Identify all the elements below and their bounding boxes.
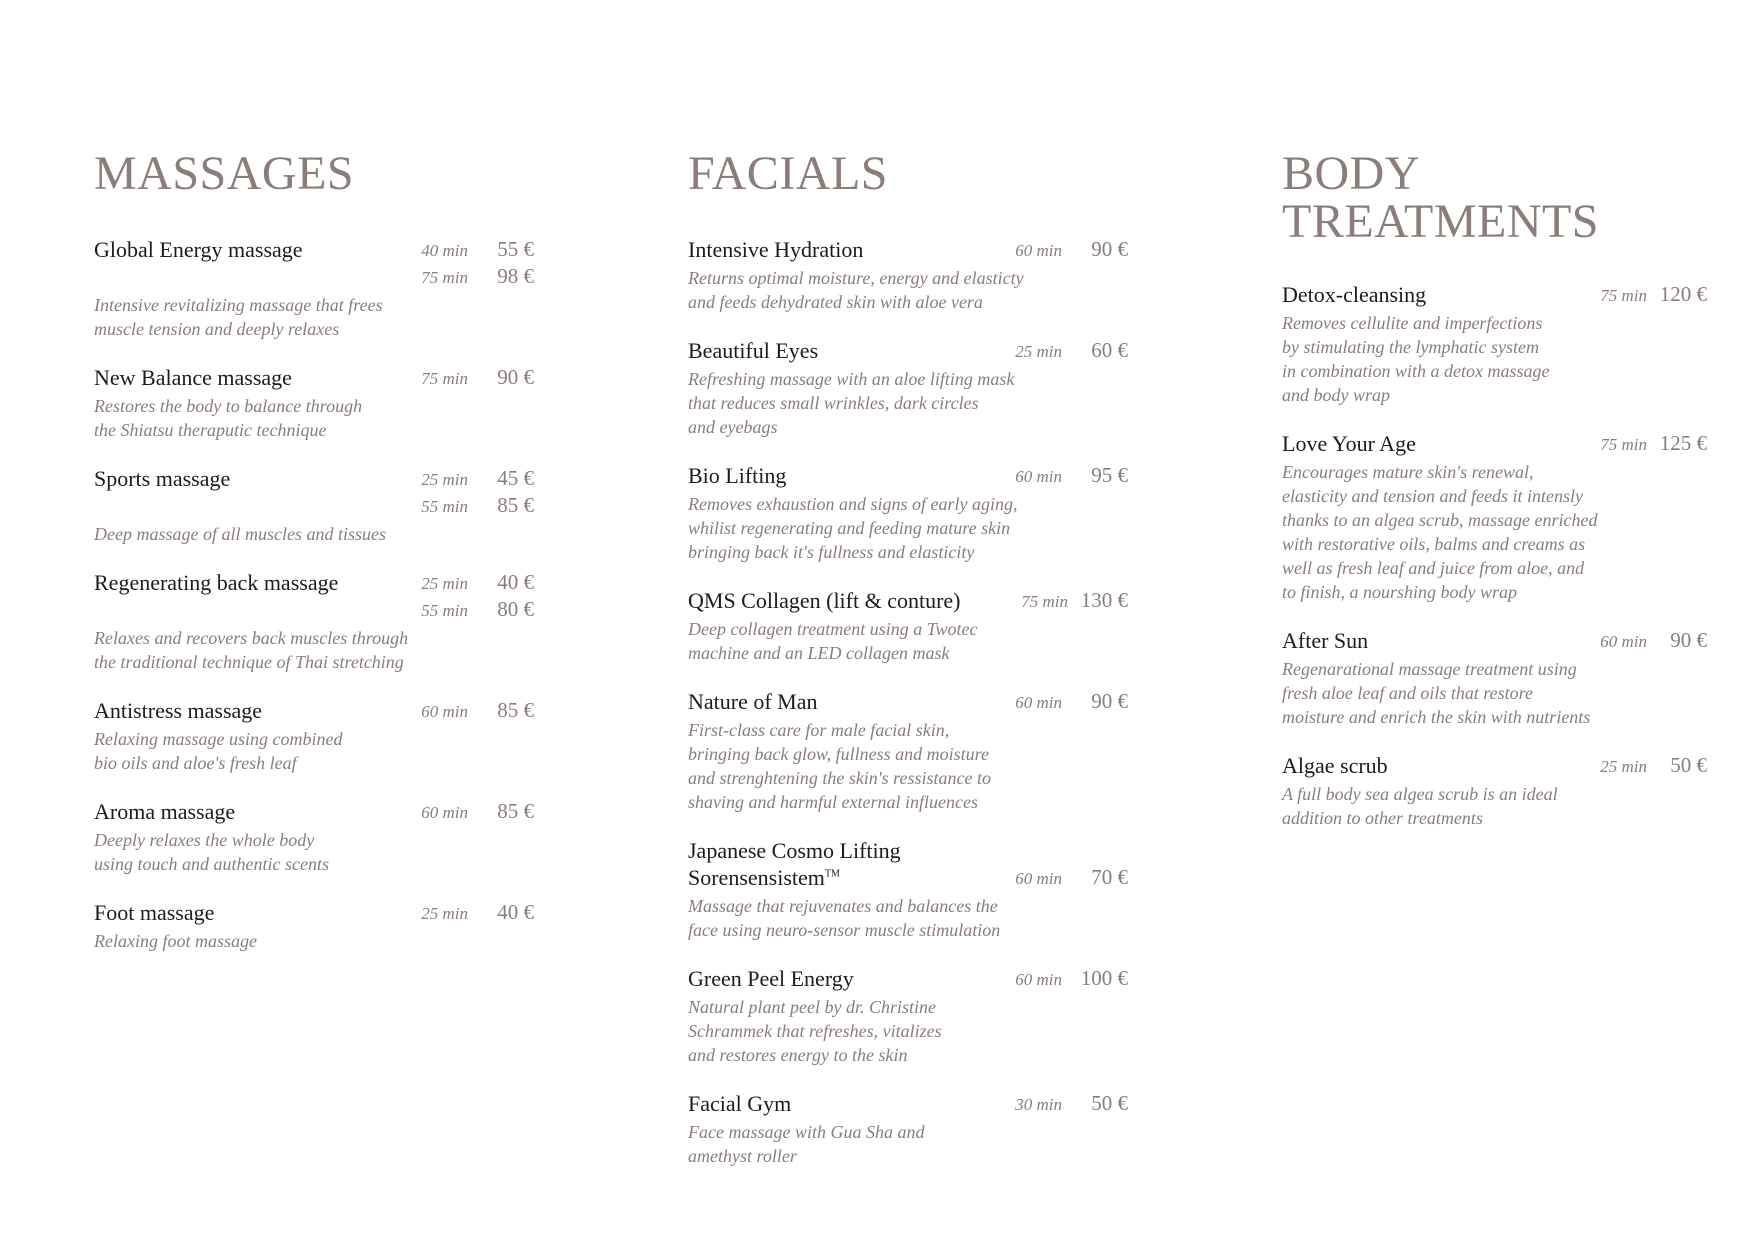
list-item — [688, 1090, 1128, 1168]
duration: 75 min — [421, 369, 468, 388]
duration: 60 min — [1015, 869, 1062, 888]
offer-row — [404, 236, 534, 263]
treatment-description: Returns optimal moisture, energy and elasticty and feeds dehydrated skin with aloe vera — [688, 268, 1024, 312]
offer-row — [998, 1090, 1128, 1117]
price: 70 € — [1091, 865, 1128, 889]
treatment-name: New Balance massage — [94, 365, 292, 390]
offer-row — [998, 337, 1128, 364]
treatment-name: Global Energy massage — [94, 237, 303, 262]
offer-row — [998, 462, 1128, 489]
treatment-description: Natural plant peel by dr. Christine Schrammek that refreshes, vitalizes and restores energy to the skin — [688, 997, 942, 1065]
list-item — [688, 462, 1128, 564]
price: 85 € — [497, 698, 534, 722]
duration: 75 min — [421, 268, 468, 287]
price: 40 € — [497, 900, 534, 924]
list-item — [94, 899, 534, 953]
list-item — [1282, 627, 1707, 729]
duration: 75 min — [1600, 435, 1647, 454]
treatment-name: Bio Lifting — [688, 463, 787, 488]
price: 90 € — [1091, 689, 1128, 713]
offer-row — [404, 364, 534, 391]
treatment-name: Antistress massage — [94, 698, 263, 723]
list-item — [94, 465, 534, 546]
duration: 30 min — [1015, 1095, 1062, 1114]
duration: 60 min — [1015, 970, 1062, 989]
duration: 60 min — [1600, 632, 1647, 651]
duration: 40 min — [421, 241, 468, 260]
offer-row — [404, 569, 534, 596]
offer-row — [1583, 752, 1707, 779]
treatment-description: Face massage with Gua Sha and amethyst roller — [688, 1122, 925, 1166]
offer-row — [998, 236, 1128, 263]
duration: 60 min — [1015, 467, 1062, 486]
treatment-description: Relaxing foot massage — [94, 931, 257, 951]
price: 120 € — [1659, 282, 1707, 306]
price: 50 € — [1670, 753, 1707, 777]
duration: 60 min — [421, 803, 468, 822]
treatment-description: Deep massage of all muscles and tissues — [94, 524, 386, 544]
facials-heading: FACIALS — [688, 147, 888, 200]
duration: 55 min — [421, 497, 468, 516]
list-item — [688, 837, 1128, 942]
treatment-name: Beautiful Eyes — [688, 338, 819, 363]
list-item — [1282, 752, 1707, 830]
price: 95 € — [1091, 463, 1128, 487]
body-treatments-column — [1282, 147, 1707, 853]
duration: 25 min — [421, 904, 468, 923]
price: 90 € — [1670, 628, 1707, 652]
treatment-description: Massage that rejuvenates and balances the face using neuro-sensor muscle stimulation — [688, 896, 1001, 940]
list-item — [94, 569, 534, 674]
list-item — [688, 965, 1128, 1067]
price: 90 € — [497, 365, 534, 389]
price: 55 € — [497, 237, 534, 261]
offer-row — [998, 965, 1128, 992]
trademark-symbol: TM — [824, 868, 840, 880]
treatment-description: Deeply relaxes the whole body using touch and authentic scents — [94, 830, 329, 874]
facials-list — [688, 236, 1128, 1168]
price: 60 € — [1091, 338, 1128, 362]
duration: 75 min — [1600, 286, 1647, 305]
price: 125 € — [1659, 431, 1707, 455]
massages-list — [94, 236, 534, 953]
body-treatments-heading: BODY TREATMENTS — [1282, 147, 1599, 248]
treatment-description: Encourages mature skin's renewal, elasticity and tension and feeds it intensly thanks to an algea scrub, massage enriched with restorative oils, balms and creams as well as fresh leaf and juice from aloe, and to finish, a nourshing body wrap — [1282, 462, 1598, 602]
duration: 55 min — [421, 601, 468, 620]
treatment-name: Facial Gym — [688, 1091, 792, 1116]
offer-row — [404, 798, 534, 825]
treatment-name: Green Peel Energy — [688, 966, 854, 991]
price: 98 € — [497, 264, 534, 288]
treatment-name: Nature of Man — [688, 689, 818, 714]
offer-row — [1583, 281, 1707, 308]
treatment-description: Removes cellulite and imperfections by stimulating the lymphatic system in combination with a detox massage and body wrap — [1282, 313, 1550, 405]
offer-row — [404, 899, 534, 926]
treatment-description: Relaxes and recovers back muscles through the traditional technique of Thai stretching — [94, 628, 409, 672]
list-item — [94, 364, 534, 442]
offer-row — [404, 492, 534, 519]
list-item — [688, 688, 1128, 814]
treatment-name: Aroma massage — [94, 799, 236, 824]
offer-row — [1583, 430, 1707, 457]
list-item — [94, 697, 534, 775]
treatment-name: After Sun — [1282, 628, 1369, 653]
treatment-description: Refreshing massage with an aloe lifting mask that reduces small wrinkles, dark circles and eyebags — [688, 369, 1015, 437]
duration: 60 min — [1015, 693, 1062, 712]
treatment-description: Restores the body to balance through the Shiatsu theraputic technique — [94, 396, 363, 440]
facials-column — [688, 147, 1128, 1191]
offer-row — [998, 688, 1128, 715]
duration: 25 min — [1015, 342, 1062, 361]
treatment-description: Deep collagen treatment using a Twotec machine and an LED collagen mask — [688, 619, 978, 663]
treatment-description: Relaxing massage using combined bio oils and aloe's fresh leaf — [94, 729, 343, 773]
price: 50 € — [1091, 1091, 1128, 1115]
price: 130 € — [1080, 588, 1128, 612]
offer-row — [404, 263, 534, 290]
list-item — [94, 236, 534, 341]
price: 85 € — [497, 493, 534, 517]
offer-row — [404, 596, 534, 623]
treatment-name: Detox-cleansing — [1282, 282, 1427, 307]
list-item — [688, 337, 1128, 439]
list-item — [688, 587, 1128, 665]
treatment-description: Intensive revitalizing massage that frees muscle tension and deeply relaxes — [94, 295, 383, 339]
treatment-description: Regenarational massage treatment using fresh aloe leaf and oils that restore moisture and enrich the skin with nutrients — [1282, 659, 1591, 727]
massages-heading: MASSAGES — [94, 147, 355, 200]
offer-row — [404, 465, 534, 492]
duration: 25 min — [421, 574, 468, 593]
list-item — [688, 236, 1128, 314]
treatment-description: Removes exhaustion and signs of early aging, whilist regenerating and feeding mature skin bringing back it's fullness and elasticity — [688, 494, 1018, 562]
treatment-name: Foot massage — [94, 900, 215, 925]
offer-row — [1583, 627, 1707, 654]
massages-column — [94, 147, 534, 976]
price: 100 € — [1080, 966, 1128, 990]
treatment-description: A full body sea algea scrub is an ideal addition to other treatments — [1282, 784, 1558, 828]
price: 45 € — [497, 466, 534, 490]
treatment-name: Algae scrub — [1282, 753, 1388, 778]
treatment-name: Japanese Cosmo Lifting Sorensensistem™ — [688, 838, 901, 890]
treatment-name: QMS Collagen (lift & conture) — [688, 588, 961, 613]
treatment-name: Sports massage — [94, 466, 231, 491]
treatment-name: Love Your Age — [1282, 431, 1416, 456]
list-item — [1282, 430, 1707, 604]
offer-row — [404, 697, 534, 724]
price: 90 € — [1091, 237, 1128, 261]
list-item — [1282, 281, 1707, 407]
price: 80 € — [497, 597, 534, 621]
price: 40 € — [497, 570, 534, 594]
duration: 60 min — [421, 702, 468, 721]
offer-row — [998, 864, 1128, 891]
treatment-name: Regenerating back massage — [94, 570, 339, 595]
duration: 25 min — [1600, 757, 1647, 776]
treatment-description: First-class care for male facial skin, bringing back glow, fullness and moisture and strenghtening the skin's ressistance to shaving and harmful external influences — [688, 720, 991, 812]
list-item — [94, 798, 534, 876]
duration: 75 min — [1021, 592, 1068, 611]
body-treatments-list — [1282, 281, 1707, 830]
duration: 60 min — [1015, 241, 1062, 260]
price: 85 € — [497, 799, 534, 823]
treatment-name: Intensive Hydration — [688, 237, 864, 262]
offer-row — [1004, 587, 1128, 614]
duration: 25 min — [421, 470, 468, 489]
